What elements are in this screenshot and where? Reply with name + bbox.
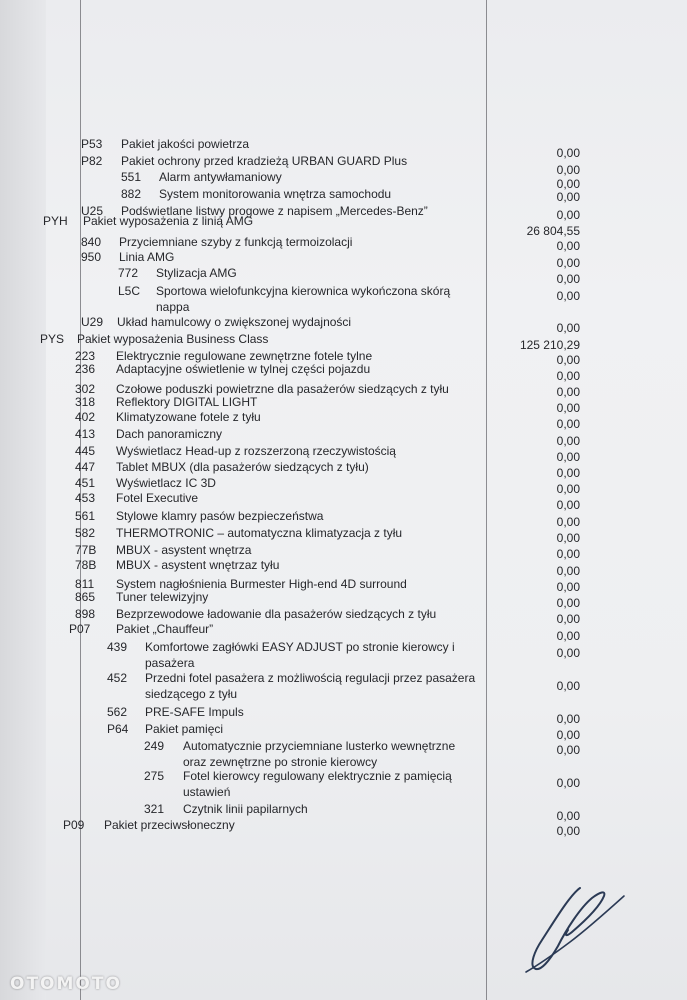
- option-price: 0,00: [556, 450, 580, 464]
- option-code: P07: [69, 622, 91, 636]
- option-code: 447: [75, 460, 96, 474]
- watermark-logo: OTOMOTO: [10, 974, 122, 994]
- list-item: [0, 249, 687, 270]
- list-item: [0, 817, 687, 838]
- option-price: 0,00: [556, 417, 580, 431]
- list-item: [0, 490, 687, 512]
- option-code: 865: [75, 590, 96, 604]
- option-price: 0,00: [556, 531, 580, 545]
- option-description: Stylizacja AMG: [156, 266, 237, 280]
- option-code: PYS: [40, 332, 65, 346]
- option-code: 413: [75, 427, 96, 441]
- option-price: 0,00: [556, 679, 580, 693]
- option-price: 0,00: [556, 547, 580, 561]
- list-item: [0, 314, 687, 335]
- option-price: 0,00: [556, 321, 580, 335]
- option-code: 772: [118, 266, 139, 280]
- option-description-continued: pasażera: [145, 656, 195, 670]
- option-description: Dach panoramiczny: [116, 427, 223, 441]
- option-description-continued: nappa: [156, 300, 190, 314]
- option-price: 0,00: [556, 208, 580, 222]
- option-price: 26 804,55: [526, 224, 580, 238]
- option-description: Sportowa wielofunkcyjna kierownica wykończona skórą: [156, 284, 451, 298]
- option-price: 0,00: [556, 498, 580, 512]
- option-code: 275: [144, 769, 165, 783]
- option-price: 0,00: [556, 466, 580, 480]
- list-item: [0, 234, 687, 253]
- option-code: P09: [63, 818, 85, 832]
- option-description: Komfortowe zagłówki EASY ADJUST po stronie kierowcy i: [145, 640, 455, 654]
- option-description: Pakiet wyposażenia z linią AMG: [83, 214, 254, 228]
- option-price: 0,00: [556, 776, 580, 790]
- list-item: [0, 508, 687, 529]
- list-item: [0, 475, 687, 496]
- option-code: PYH: [43, 214, 68, 228]
- option-code: 950: [81, 250, 102, 264]
- option-code: 249: [144, 739, 165, 753]
- option-code: P82: [81, 154, 103, 168]
- option-code: 318: [75, 395, 96, 409]
- list-item: [0, 589, 687, 610]
- option-description: Fotel Executive: [116, 491, 199, 505]
- list-item: [0, 721, 687, 742]
- option-description: System monitorowania wnętrza samochodu: [159, 187, 392, 201]
- list-item: [0, 409, 687, 431]
- option-description: Podświetlane listwy progowe z napisem „Mercedes-Benz”: [121, 204, 428, 218]
- signature: [520, 880, 630, 975]
- option-code: 561: [75, 509, 96, 523]
- list-item: [0, 801, 687, 823]
- option-code: L5C: [118, 284, 141, 298]
- option-price: 0,00: [556, 401, 580, 415]
- option-code: 453: [75, 491, 96, 505]
- list-item: [0, 542, 687, 561]
- option-description: System nagłośnienia Burmester High-end 4D surround: [116, 577, 407, 591]
- list-item: [0, 136, 687, 160]
- option-description: Wyświetlacz Head-up z rozszerzoną rzeczywistością: [116, 444, 396, 458]
- option-code: U29: [81, 315, 104, 329]
- option-description: Linia AMG: [119, 250, 175, 264]
- option-price: 0,00: [556, 564, 580, 578]
- list-item: [0, 426, 687, 448]
- option-description: Tablet MBUX (dla pasażerów siedzących z tyłu): [116, 460, 369, 474]
- option-price: 0,00: [556, 272, 580, 286]
- option-code: 811: [75, 577, 95, 591]
- option-price: 0,00: [556, 728, 580, 742]
- list-item: [0, 443, 687, 464]
- option-code: 898: [75, 607, 96, 621]
- option-price: 0,00: [556, 369, 580, 383]
- option-description: Stylowe klamry pasów bezpieczeństwa: [116, 509, 324, 523]
- option-code: 562: [107, 705, 128, 719]
- option-code: 452: [107, 671, 128, 685]
- option-price: 0,00: [556, 612, 580, 626]
- option-price: 125 210,29: [519, 338, 580, 352]
- option-price: 0,00: [556, 629, 580, 643]
- option-price: 0,00: [556, 239, 580, 253]
- option-price: 0,00: [556, 289, 580, 303]
- option-price: 0,00: [556, 743, 580, 757]
- option-code: 439: [107, 640, 128, 654]
- option-description: Automatycznie przyciemniane lusterko wewnętrzne: [183, 739, 456, 753]
- list-item: [0, 557, 687, 578]
- list-item: [0, 331, 687, 352]
- option-description: Reflektory DIGITAL LIGHT: [116, 395, 258, 409]
- option-price: 0,00: [556, 482, 580, 496]
- option-code: 236: [75, 362, 96, 376]
- option-description: Alarm antywłamaniowy: [159, 170, 282, 184]
- option-code: 451: [75, 476, 96, 490]
- option-code: 840: [81, 235, 102, 249]
- option-code: 445: [75, 444, 96, 458]
- option-description: Pakiet przeciwsłoneczny: [104, 818, 235, 832]
- option-price: 0,00: [556, 385, 580, 399]
- option-code: 223: [75, 349, 96, 363]
- option-description: MBUX - asystent wnętrzaz tyłu: [116, 558, 280, 572]
- list-item: [0, 283, 687, 314]
- option-description: Czytnik linii papilarnych: [183, 802, 308, 816]
- option-description: Pakiet pamięci: [145, 722, 224, 736]
- option-code: 77B: [75, 543, 97, 557]
- option-price: 0,00: [556, 712, 580, 726]
- option-description: Pakiet jakości powietrza: [121, 137, 250, 151]
- option-description: Pakiet „Chauffeur”: [116, 622, 214, 636]
- list-item: [0, 621, 687, 643]
- option-description: THERMOTRONIC – automatyczna klimatyzacja z tyłu: [116, 526, 403, 540]
- option-price: 0,00: [556, 177, 580, 191]
- list-item: [0, 738, 687, 769]
- option-description: PRE-SAFE Impuls: [145, 705, 244, 719]
- option-code: 882: [121, 187, 142, 201]
- list-item: [0, 525, 687, 545]
- option-code: 321: [144, 802, 165, 816]
- option-code: 78B: [75, 558, 97, 572]
- option-description-continued: ustawień: [183, 785, 231, 799]
- option-description: Bezprzewodowe ładowanie dla pasażerów siedzących z tyłu: [116, 607, 437, 621]
- option-code: U25: [81, 204, 104, 218]
- option-description-continued: siedzącego z tyłu: [145, 687, 238, 701]
- option-description: MBUX - asystent wnętrza: [116, 543, 252, 557]
- option-description: Układ hamulcowy o zwiększonej wydajności: [117, 315, 352, 329]
- list-item: [0, 768, 687, 799]
- list-item: [0, 606, 687, 626]
- list-item: [0, 704, 687, 726]
- option-description: Fotel kierowcy regulowany elektrycznie z pamięcią: [183, 769, 452, 783]
- option-description: Pakiet wyposażenia Business Class: [77, 332, 269, 346]
- option-code: 582: [75, 526, 96, 540]
- option-description: Elektrycznie regulowane zewnętrzne fotele tylne: [116, 349, 373, 363]
- option-description: Adaptacyjne oświetlenie w tylnej części pojazdu: [116, 362, 371, 376]
- option-description: Przedni fotel pasażera z możliwością regulacji przez pasażera: [145, 671, 476, 685]
- list-item: [0, 213, 687, 238]
- list-item: [0, 670, 687, 701]
- option-code: 302: [75, 382, 96, 396]
- option-description: Pakiet ochrony przed kradzieżą URBAN GUARD Plus: [121, 154, 408, 168]
- option-price: 0,00: [556, 353, 580, 367]
- list-item: [0, 639, 687, 670]
- option-price: 0,00: [556, 824, 580, 838]
- option-price: 0,00: [556, 515, 580, 529]
- list-item: [0, 459, 687, 480]
- option-price: 0,00: [556, 646, 580, 660]
- list-item: [0, 361, 687, 383]
- option-code: 551: [121, 170, 142, 184]
- option-description: Wyświetlacz IC 3D: [116, 476, 216, 490]
- option-price: 0,00: [556, 809, 580, 823]
- option-code: P53: [81, 137, 103, 151]
- option-code: 402: [75, 410, 96, 424]
- option-price: 0,00: [556, 163, 580, 177]
- option-price: 0,00: [556, 434, 580, 448]
- option-price: 0,00: [556, 190, 580, 204]
- list-item: [0, 265, 687, 286]
- option-description-continued: oraz zewnętrzne po stronie kierowcy: [183, 755, 378, 769]
- option-description: Tuner telewizyjny: [116, 590, 209, 604]
- option-price: 0,00: [556, 256, 580, 270]
- option-price: 0,00: [556, 146, 580, 160]
- option-description: Czołowe poduszki powietrzne dla pasażerów siedzących z tyłu: [116, 382, 449, 396]
- list-item: [0, 186, 687, 202]
- list-item: [0, 169, 687, 191]
- option-code: P64: [107, 722, 129, 736]
- option-description: Klimatyzowane fotele z tyłu: [116, 410, 261, 424]
- option-description: Przyciemniane szyby z funkcją termoizolacji: [119, 235, 353, 249]
- option-price: 0,00: [556, 580, 580, 594]
- list-item: [0, 394, 687, 415]
- option-price: 0,00: [556, 596, 580, 610]
